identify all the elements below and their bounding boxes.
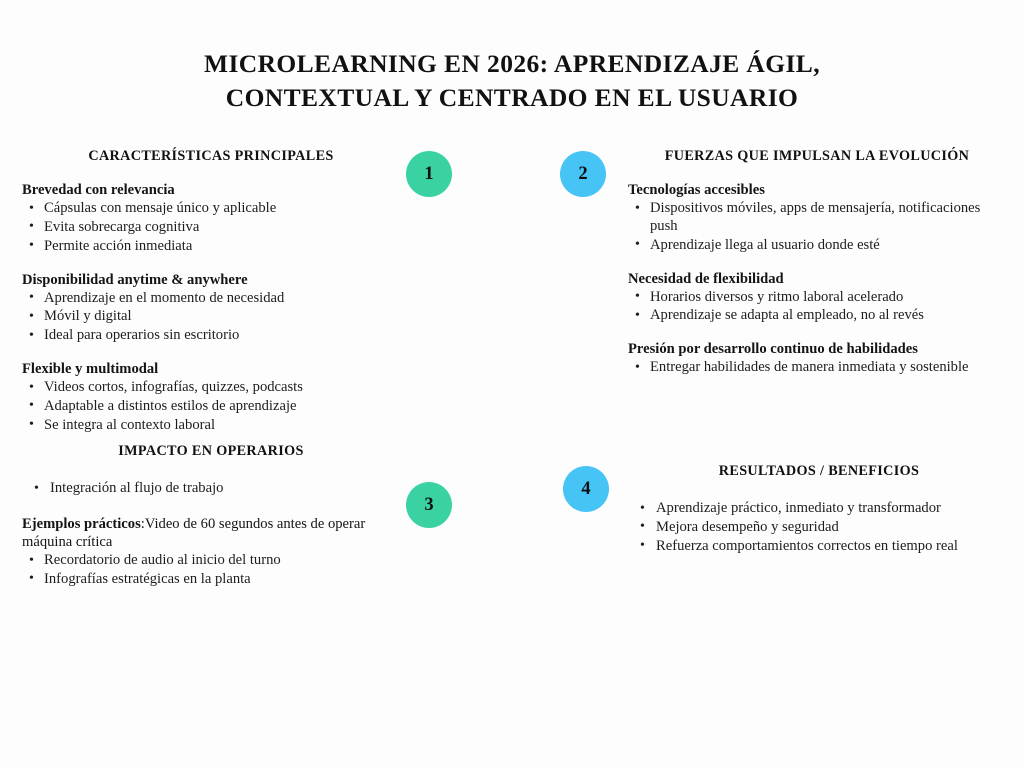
list-item: • Recordatorio de audio al inicio del turno (22, 552, 400, 570)
section-1-1-bullet-list (22, 200, 400, 255)
list-item: • Dispositivos móviles, apps de mensajería, notificaciones push (628, 200, 1006, 236)
section-2-1-subhead: Tecnologías accesibles (628, 182, 765, 199)
quadrant-4-bullet-list (628, 500, 1010, 555)
section-1-3-bullet-list (22, 379, 400, 434)
step-circle-1: 1 (406, 151, 452, 197)
list-item: • Integración al flujo de trabajo (22, 480, 400, 498)
step-circle-2: 2 (560, 151, 606, 197)
quadrant-caracteristicas-principales (22, 148, 400, 435)
quadrant-3-lead-bullet-list (22, 480, 400, 498)
section-presion-por-desarrollo-continuo (628, 340, 1006, 377)
list-item: • Aprendizaje práctico, inmediato y transformador (628, 500, 1010, 518)
list-item: • Aprendizaje en el momento de necesidad (22, 290, 400, 308)
page-title-line-2: CONTEXTUAL Y CENTRADO EN EL USUARIO (225, 82, 799, 112)
quadrant-1-heading: CARACTERÍSTICAS PRINCIPALES (88, 148, 334, 164)
list-item: • Aprendizaje se adapta al empleado, no al revés (628, 307, 1006, 325)
list-item: • Se integra al contexto laboral (22, 417, 400, 435)
list-item: • Aprendizaje llega al usuario donde esté (628, 237, 1006, 255)
section-tecnologias-accesibles (628, 181, 1006, 254)
section-2-3-bullet-list (628, 359, 1006, 377)
section-ejemplos-practicos (22, 515, 400, 589)
section-3-1-bullet-list (22, 552, 400, 589)
list-item: • Infografías estratégicas en la planta (22, 571, 400, 589)
section-1-2-bullet-list (22, 290, 400, 345)
quadrant-fuerzas-que-impulsan-la-evolucion (628, 148, 1006, 378)
page-title (0, 47, 1024, 114)
section-2-2-bullet-list (628, 289, 1006, 326)
section-brevedad-con-relevancia (22, 181, 400, 255)
list-item: • Móvil y digital (22, 308, 400, 326)
section-1-3-subhead: Flexible y multimodal (22, 361, 159, 377)
list-item: • Mejora desempeño y seguridad (628, 519, 1010, 537)
list-item: • Adaptable a distintos estilos de aprendizaje (22, 398, 400, 416)
section-2-1-bullet-list (628, 200, 1006, 254)
step-circle-3: 3 (406, 482, 452, 528)
section-2-3-subhead: Presión por desarrollo continuo de habilidades (628, 341, 918, 358)
quadrant-2-heading: FUERZAS QUE IMPULSAN LA EVOLUCIÓN (664, 148, 970, 164)
section-3-1-subhead (22, 515, 400, 551)
list-item: • Cápsulas con mensaje único y aplicable (22, 200, 400, 218)
quadrant-4-heading: RESULTADOS / BENEFICIOS (718, 463, 920, 479)
section-1-2-subhead: Disponibilidad anytime & anywhere (22, 271, 248, 288)
list-item: • Permite acción inmediata (22, 238, 400, 256)
section-3-1-subhead-bold: Ejemplos prácticos (22, 515, 141, 532)
list-item: • Videos cortos, infografías, quizzes, podcasts (22, 379, 400, 397)
section-disponibilidad-anytime-anywhere (22, 271, 400, 345)
list-item: • Refuerza comportamientos correctos en tiempo real (628, 538, 1010, 556)
page-title-line-1: MICROLEARNING EN 2026: APRENDIZAJE ÁGIL, (203, 49, 820, 79)
section-necesidad-de-flexibilidad (628, 270, 1006, 326)
quadrant-resultados-beneficios (628, 463, 1010, 556)
quadrant-3-heading: IMPACTO EN OPERARIOS (118, 443, 304, 459)
list-item: • Entregar habilidades de manera inmediata y sostenible (628, 359, 1006, 377)
list-item: • Ideal para operarios sin escritorio (22, 327, 400, 345)
list-item: • Evita sobrecarga cognitiva (22, 219, 400, 237)
section-2-2-subhead: Necesidad de flexibilidad (628, 270, 784, 287)
list-item: • Horarios diversos y ritmo laboral acelerado (628, 289, 1006, 307)
section-1-1-subhead: Brevedad con relevancia (22, 182, 175, 199)
section-flexible-y-multimodal (22, 360, 400, 434)
quadrant-impacto-en-operarios (22, 443, 400, 590)
step-circle-4: 4 (563, 466, 609, 512)
section-3-1-subhead-rest: :Video de 60 segundos antes de operar máquina crítica (22, 515, 366, 550)
